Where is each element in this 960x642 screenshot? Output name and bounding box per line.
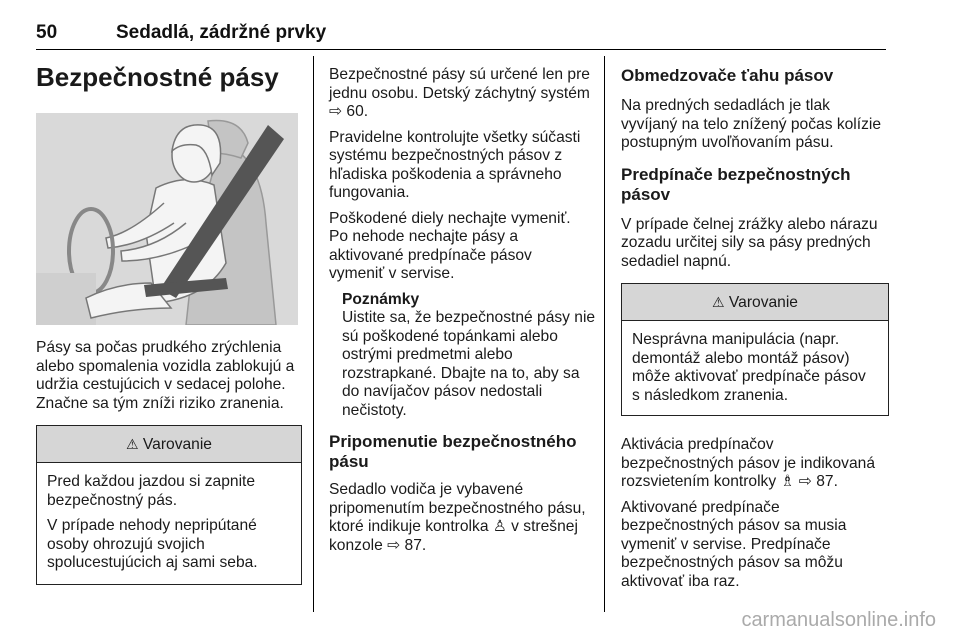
column-divider-1 [313, 56, 314, 612]
paragraph: V prípade čelnej zrážky alebo nárazu zozadu určitej sily sa pásy predných sedadiel napnú. [621, 215, 878, 270]
column-1 [36, 62, 302, 585]
page-reference[interactable]: 60. [346, 103, 369, 120]
warning-triangle-icon: ⚠ [126, 436, 139, 452]
note-title: Poznámky [342, 290, 420, 308]
watermark: carmanualsonline.info [741, 609, 936, 631]
paragraph: Poškodené diely nechajte vymeniť. Po nehode nechajte pásy a aktivované predpínače pásov vymeniť v servise. [329, 209, 571, 282]
seatbelt-illustration [36, 113, 298, 325]
note-block [329, 291, 597, 421]
page-reference[interactable]: 87. [404, 536, 427, 554]
paragraph: Pravidelne kontrolujte všetky súčasti systému bezpečnostných pásov z hľadiska poškodenia a správneho fungovania. [329, 128, 581, 201]
page-reference-arrow-icon: ⇨ [329, 103, 343, 120]
warning-triangle-icon: ⚠ [712, 294, 725, 310]
seatbelt-reminder-icon: ♙ [492, 518, 507, 535]
warning-text: V prípade nehody nepripútané osoby ohrozujú svojich spolucestujúcich aj sami seba. [47, 517, 258, 571]
warning-text: Pred každou jazdou si zapnite bezpečnostný pás. [47, 473, 256, 509]
warning-header: ⚠ Varovanie [37, 426, 301, 463]
intro-paragraph: Pásy sa počas prudkého zrýchlenia alebo spomalenia vozidla zablokujú a udržia cestujúcich v sedacej polohe. Značne sa tým zníži riziko zranenia. [36, 339, 295, 412]
subsection-heading: Predpínače bezpečnostných pásov [621, 164, 851, 204]
paragraph: Na predných sedadlách je tlak vyvíjaný na telo znížený počas kolízie postupným uvoľňovaním pásu. [621, 97, 882, 151]
warning-text: Nesprávna manipulácia (napr. demontáž alebo montáž pásov) môže aktivovať predpínače pásov s následkom zranenia. [632, 331, 866, 404]
paragraph: Aktivácia predpínačov bezpečnostných pásov je indikovaná rozsvietením kontrolky ♗ ⇨ 87. [621, 436, 875, 490]
column-2 [329, 66, 597, 562]
chapter-title: Sedadlá, zádržné prvky [116, 22, 327, 43]
note-text: Uistite sa, že bezpečnostné pásy nie sú poškodené topánkami alebo ostrými predmetmi alebo rozstrapkané. Dbajte na to, aby sa do navíjačov pásov nedostali nečistoty. [342, 309, 596, 419]
column-3 [621, 66, 889, 598]
page-header [36, 22, 326, 44]
paragraph: Sedadlo vodiča je vybavené pripomenutím bezpečnostného pásu, ktoré indikuje kontrolka ♙ v strešnej konzole ⇨ 87. [329, 481, 586, 554]
page-reference-arrow-icon: ⇨ [798, 473, 812, 490]
warning-header: ⚠ Varovanie [622, 284, 888, 321]
subsection-heading: Obmedzovače ťahu pásov [621, 66, 834, 85]
page-reference-arrow-icon: ⇨ [387, 536, 401, 554]
warning-box-2 [621, 283, 889, 416]
warning-box-1 [36, 425, 302, 585]
page-reference[interactable]: 87. [816, 473, 838, 490]
header-rule [36, 49, 886, 50]
pretensioner-warning-icon: ♗ [780, 473, 795, 490]
subsection-heading: Pripomenutie bezpečnostného pásu [329, 432, 577, 471]
page-number: 50 [36, 22, 58, 43]
paragraph: Bezpečnostné pásy sú určené len pre jednu osobu. Detský záchytný systém ⇨ 60. [329, 66, 590, 120]
section-heading: Bezpečnostné pásy [36, 62, 279, 92]
paragraph: Aktivované predpínače bezpečnostných pásov sa musia vymeniť v servise. Predpínače bezpečnostných pásov sa môžu aktivovať iba raz. [621, 498, 847, 590]
column-divider-2 [604, 56, 605, 612]
